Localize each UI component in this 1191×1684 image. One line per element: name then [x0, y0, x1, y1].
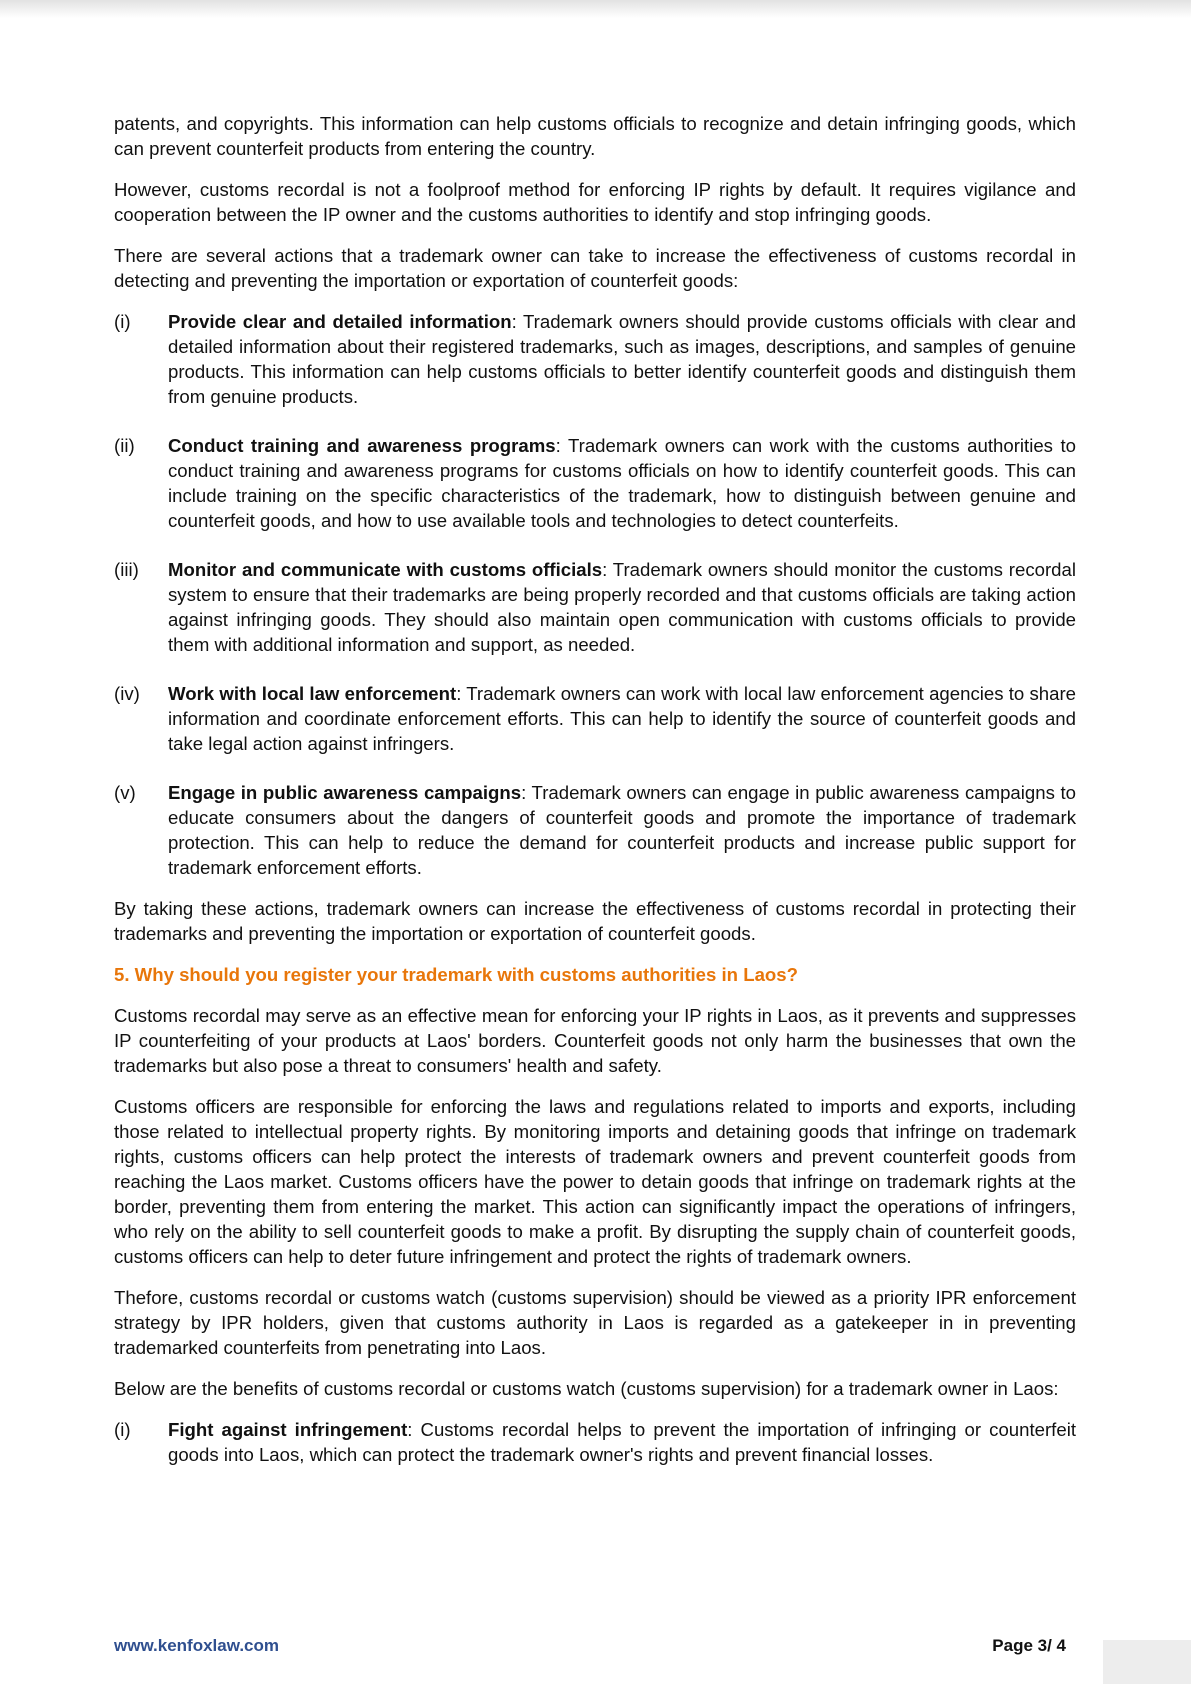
list-item-title: Fight against infringement	[168, 1419, 408, 1440]
list-text	[168, 309, 1076, 409]
list-item-body: : Trademark owners can work with the customs authorities to conduct training and awareness programs for customs officials on how to identify counterfeit goods. This can include training on the specific characteristics of the trademark, how to distinguish between genuine and counterfeit goods, and how to use available tools and technologies to detect counterfeits.	[168, 435, 1077, 531]
page-number: Page 3/ 4	[992, 1636, 1066, 1655]
list-text	[168, 557, 1076, 657]
page-corner-shadow	[1103, 1640, 1191, 1684]
paragraph: Customs recordal may serve as an effective mean for enforcing your IP rights in Laos, as it prevents and suppresses IP counterfeiting of your products at Laos' borders. Counterfeit goods not only harm the businesses that own the trademarks but also pose a threat to consumers' health and safety.	[114, 1005, 1076, 1076]
list-item-body: : Trademark owners can work with local law enforcement agencies to share information and coordinate enforcement efforts. This can help to identify the source of counterfeit goods and take legal action against infringers.	[168, 683, 1077, 754]
list-item-action-4	[114, 681, 1076, 756]
list-number: (v)	[114, 782, 136, 803]
list-text	[168, 433, 1076, 533]
list-item-action-1	[114, 309, 1076, 409]
list-number: (iv)	[114, 683, 140, 704]
paragraph: By taking these actions, trademark owners can increase the effectiveness of customs recordal in protecting their trademarks and preventing the importation or exportation of counterfeit goods.	[114, 898, 1076, 944]
list-number: (i)	[114, 311, 131, 332]
paragraph: Customs officers are responsible for enforcing the laws and regulations related to imports and exports, including those related to intellectual property rights. By monitoring imports and detaining goods that infringe on trademark rights, customs officers can help protect the interests of trademark owners and prevent counterfeit goods from reaching the Laos market. Customs officers have the power to detain goods that infringe on trademark rights at the border, preventing them from entering the market. This action can significantly impact the operations of infringers, who rely on the ability to sell counterfeit goods to make a profit. By disrupting the supply chain of counterfeit goods, customs officers can help to deter future infringement and protect the rights of trademark owners.	[114, 1096, 1076, 1267]
list-item-body: : Trademark owners should monitor the customs recordal system to ensure that their trademarks are being properly recorded and that customs officials are taking action against infringing goods. They should also maintain open communication with customs officials to provide them with additional information and support, as needed.	[168, 559, 1076, 655]
paragraph: However, customs recordal is not a foolproof method for enforcing IP rights by default. It requires vigilance and cooperation between the IP owner and the customs authorities to identify and stop infringing goods.	[114, 179, 1076, 225]
list-number: (ii)	[114, 435, 135, 456]
list-item-title: Engage in public awareness campaigns	[168, 782, 522, 803]
list-item-benefit-1	[114, 1417, 1076, 1467]
list-number: (iii)	[114, 559, 139, 580]
list-item-action-5	[114, 780, 1076, 880]
paragraph: Below are the benefits of customs recordal or customs watch (customs supervision) for a trademark owner in Laos:	[114, 1378, 1059, 1399]
list-number: (i)	[114, 1419, 131, 1440]
list-item-action-2	[114, 433, 1076, 533]
list-item-title: Work with local law enforcement	[168, 683, 457, 704]
list-item-title: Provide clear and detailed information	[168, 311, 512, 332]
paragraph: patents, and copyrights. This information can help customs officials to recognize and detain infringing goods, which can prevent counterfeit products from entering the country.	[114, 113, 1076, 159]
footer-website-link[interactable]: www.kenfoxlaw.com	[114, 1636, 280, 1655]
list-text	[168, 681, 1076, 756]
list-item-body: : Trademark owners should provide customs officials with clear and detailed information about their registered trademarks, such as images, descriptions, and samples of genuine products. This information can help customs officials to better identify counterfeit goods and distinguish them from genuine products.	[168, 311, 1076, 407]
paragraph: There are several actions that a trademark owner can take to increase the effectiveness of customs recordal in detecting and preventing the importation or exportation of counterfeit goods:	[114, 245, 1076, 291]
list-item-title: Conduct training and awareness programs	[168, 435, 556, 456]
section-heading: 5. Why should you register your trademark with customs authorities in Laos?	[114, 964, 798, 985]
list-item-action-3	[114, 557, 1076, 657]
list-item-body: : Customs recordal helps to prevent the importation of infringing or counterfeit goods into Laos, which can protect the trademark owner's rights and prevent financial losses.	[168, 1419, 1076, 1465]
list-item-title: Monitor and communicate with customs officials	[168, 559, 603, 580]
list-item-body: : Trademark owners can engage in public awareness campaigns to educate consumers about the dangers of counterfeit goods and promote the importance of trademark protection. This can help to reduce the demand for counterfeit products and increase public support for trademark enforcement efforts.	[168, 782, 1076, 878]
list-text	[168, 780, 1076, 880]
paragraph: Thefore, customs recordal or customs watch (customs supervision) should be viewed as a priority IPR enforcement strategy by IPR holders, given that customs authority in Laos is regarded as a gatekeeper in in preventing trademarked counterfeits from penetrating into Laos.	[114, 1287, 1076, 1358]
list-text	[168, 1417, 1076, 1467]
page-footer	[114, 1636, 1066, 1656]
